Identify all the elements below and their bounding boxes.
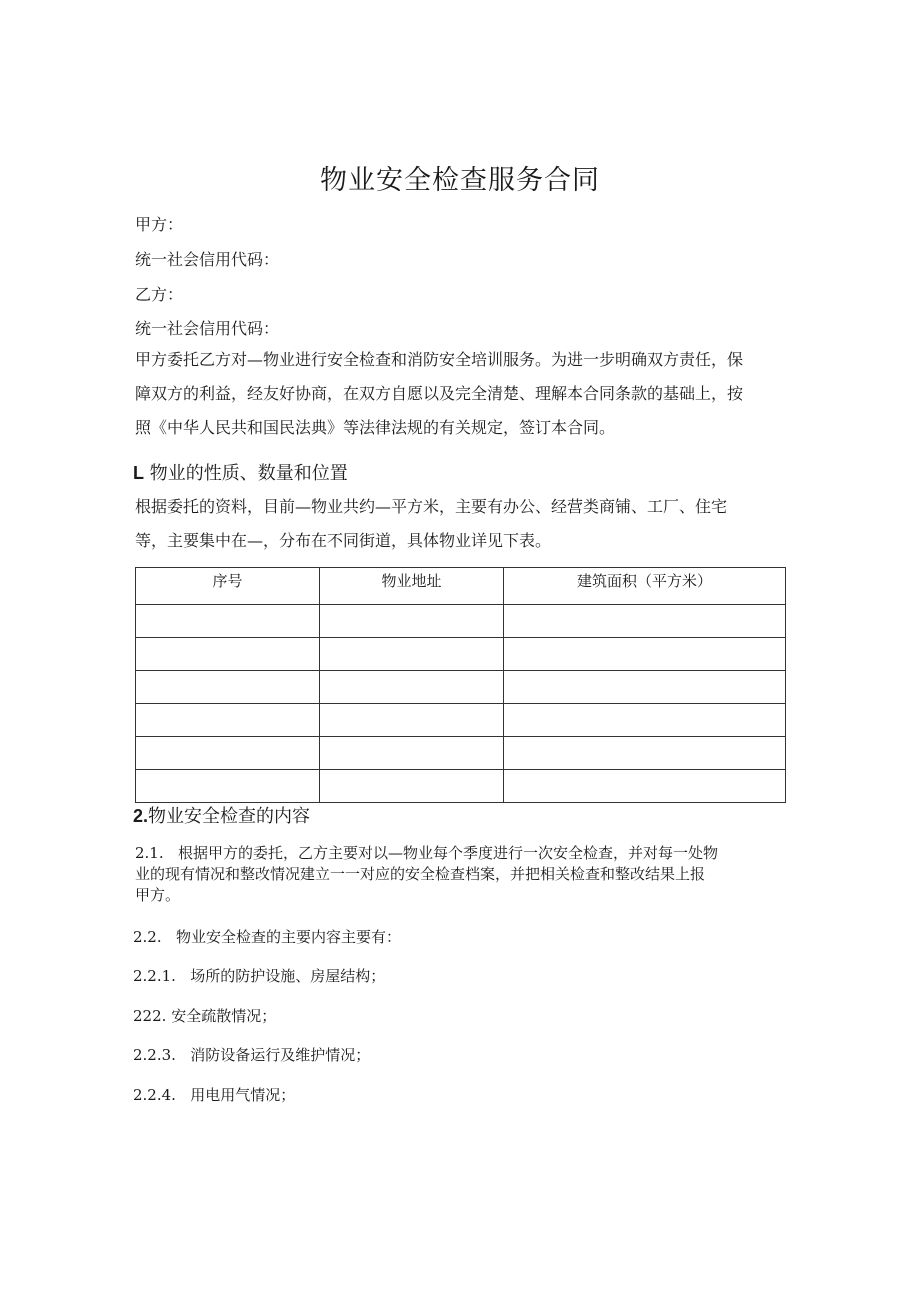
section-1-heading xyxy=(133,459,348,485)
table-row xyxy=(136,737,786,770)
table-cell xyxy=(320,605,504,638)
property-table xyxy=(135,567,786,803)
item-2-2-3 xyxy=(133,1044,370,1065)
item-2-1-line: 业的现有情况和整改情况建立一一对应的安全检查档案，并把相关检查和整改结果上报 xyxy=(135,865,706,883)
table-cell xyxy=(136,704,320,737)
table-cell xyxy=(320,704,504,737)
item-2-2-2-text: 安全疏散情况； xyxy=(171,1007,277,1025)
table-cell xyxy=(320,770,504,803)
credit-code-a-label: 统一社会信用代码： xyxy=(135,250,280,269)
party-a-label: 甲方： xyxy=(135,215,184,234)
table-cell xyxy=(504,737,786,770)
table-header-cell: 物业地址 xyxy=(320,568,504,605)
item-2-2-1-text: 场所的防护设施、房屋结构； xyxy=(190,967,386,985)
item-2-2-3-number: 2.2.3. xyxy=(133,1046,176,1064)
section-2-title: 物业安全检查的内容 xyxy=(148,806,311,827)
table-row xyxy=(136,704,786,737)
document-title: 物业安全检查服务合同 xyxy=(320,165,600,196)
party-b-label: 乙方： xyxy=(135,285,184,304)
table-row xyxy=(136,770,786,803)
item-2-2-4-number: 2.2.4. xyxy=(133,1086,176,1104)
item-2-2-3-text: 消防设备运行及维护情况； xyxy=(190,1046,371,1064)
item-2-1-number: 2.1. xyxy=(135,844,164,862)
section-1-number: L xyxy=(133,463,144,483)
table-cell xyxy=(504,770,786,803)
table-cell xyxy=(504,671,786,704)
section-1-paragraph xyxy=(135,490,785,558)
item-2-2-4 xyxy=(133,1084,295,1105)
section-2-number: 2. xyxy=(133,806,149,826)
table-header-cell: 序号 xyxy=(136,568,320,605)
item-2-2-2 xyxy=(133,1005,276,1026)
credit-code-b-label: 统一社会信用代码： xyxy=(135,319,280,338)
item-2-1-text: 根据甲方的委托，乙方主要对以—物业每个季度进行一次安全检查，并对每一处物 xyxy=(177,844,718,862)
item-2-1-line: 甲方。 xyxy=(135,886,181,904)
table-cell xyxy=(504,605,786,638)
intro-line: 照《中华人民共和国民法典》等法律法规的有关规定，签订本合同。 xyxy=(135,418,616,437)
table-cell xyxy=(504,704,786,737)
item-2-2-2-number: 222. xyxy=(133,1007,167,1025)
table-cell xyxy=(136,671,320,704)
table-cell xyxy=(136,638,320,671)
item-2-1-paragraph xyxy=(135,843,787,906)
table-cell xyxy=(504,638,786,671)
section-1-line: 根据委托的资料，目前—物业共约—平方米，主要有办公、经营类商铺、工厂、住宅 xyxy=(135,497,728,516)
table-cell xyxy=(320,671,504,704)
intro-paragraph xyxy=(135,343,785,445)
table-cell xyxy=(320,737,504,770)
section-1-line: 等，主要集中在—，分布在不同街道，具体物业详见下表。 xyxy=(135,531,552,550)
section-1-title: 物业的性质、数量和位置 xyxy=(149,463,348,484)
section-2-heading xyxy=(133,802,310,828)
item-2-2 xyxy=(133,926,401,947)
item-2-2-number: 2.2. xyxy=(133,928,162,946)
table-cell xyxy=(320,638,504,671)
table-header-row xyxy=(136,568,786,605)
table-row xyxy=(136,671,786,704)
intro-line: 障双方的利益，经友好协商，在双方自愿以及完全清楚、理解本合同条款的基础上，按 xyxy=(135,384,744,403)
table-header-cell: 建筑面积（平方米） xyxy=(504,568,786,605)
table-row xyxy=(136,605,786,638)
item-2-2-text: 物业安全检查的主要内容主要有： xyxy=(175,928,401,946)
table-cell xyxy=(136,605,320,638)
table-cell xyxy=(136,737,320,770)
item-2-2-1-number: 2.2.1. xyxy=(133,967,176,985)
table-cell xyxy=(136,770,320,803)
item-2-1-line xyxy=(135,843,787,864)
item-2-2-4-text: 用电用气情况； xyxy=(190,1086,296,1104)
intro-line: 甲方委托乙方对—物业进行安全检查和消防安全培训服务。为进一步明确双方责任，保 xyxy=(135,350,744,369)
table-row xyxy=(136,638,786,671)
item-2-2-1 xyxy=(133,965,385,986)
